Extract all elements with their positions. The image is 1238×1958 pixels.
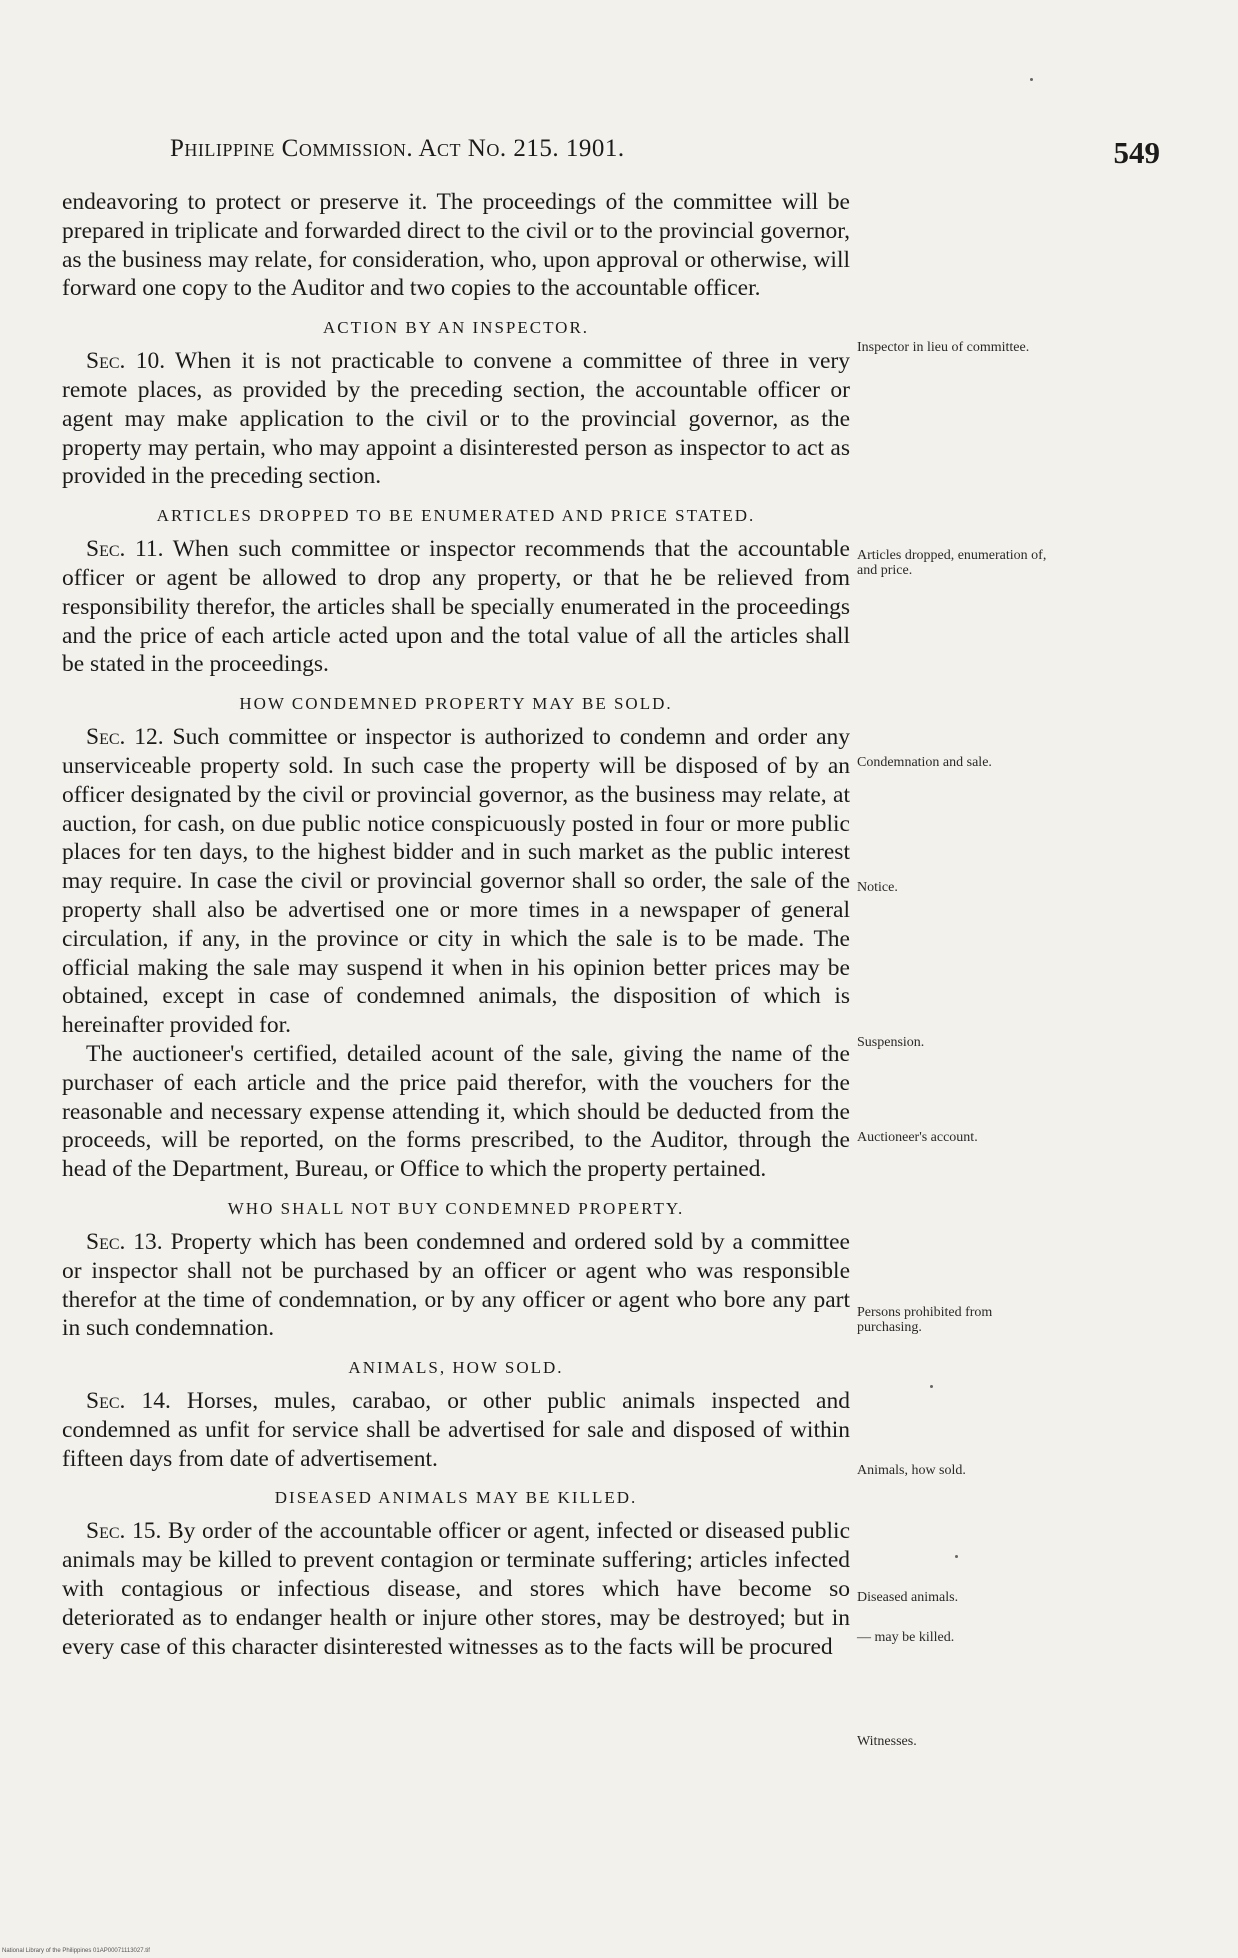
section-11: [62, 535, 850, 679]
margin-note: Witnesses.: [857, 1734, 917, 1749]
section-14: [62, 1387, 850, 1473]
section-heading-14: ANIMALS, HOW SOLD.: [348, 1358, 564, 1378]
margin-note: Diseased animals.: [857, 1590, 959, 1605]
margin-note: Persons prohibited from purchasing.: [857, 1305, 993, 1335]
page-number: 549: [1113, 135, 1160, 170]
scan-speck: [955, 1555, 958, 1558]
section-heading-10: ACTION BY AN INSPECTOR.: [322, 318, 590, 338]
margin-note: Auctioneer's account.: [857, 1130, 978, 1145]
scan-credit: National Library of the Philippines 01AP00071113027.tif: [2, 1948, 150, 1954]
section-10: [62, 347, 850, 491]
section-label: Sec. 13.: [86, 1228, 163, 1255]
section-12: [62, 723, 850, 1040]
page-header: [170, 135, 1160, 175]
section-label: Sec. 15.: [86, 1518, 162, 1545]
section-text: By order of the accountable officer or agent, infected or diseased public animals may be killed to prevent contagion or terminate suffering; articles infected with contagious or infectious disease, and stores which have become so deteriorated as to endanger health or injure other stores, may be destroyed; but in every case of this character disinterested witnesses as to the facts will be procured: [62, 1518, 851, 1660]
section-text: Horses, mules, carabao, or other public animals inspected and condemned as unfit for service shall be advertised for sale and disposed of within fifteen days from date of advertisement.: [62, 1388, 850, 1472]
scan-speck: [1030, 78, 1033, 81]
section-heading-12: HOW CONDEMNED PROPERTY MAY BE SOLD.: [239, 694, 673, 714]
section-label: Sec. 10.: [86, 348, 166, 375]
section-text: Property which has been condemned and ordered sold by a committee or inspector shall not be purchased by an officer or agent who was responsible therefor at the time of condemnation, or by any officer or agent who bore any part in such condemnation.: [62, 1228, 850, 1342]
section-13: [62, 1228, 850, 1343]
running-head: Philippine Commission. Act No. 215. 1901.: [170, 135, 625, 162]
margin-note: Articles dropped, enumeration of, and price.: [857, 548, 1047, 578]
section-15: [62, 1517, 850, 1661]
section-heading-15: DISEASED ANIMALS MAY BE KILLED.: [274, 1488, 638, 1508]
margin-note: Condemnation and sale.: [857, 755, 992, 770]
margin-note: — may be killed.: [857, 1630, 955, 1645]
margin-note: Animals, how sold.: [857, 1463, 966, 1478]
margin-note: Notice.: [857, 880, 898, 895]
section-12-continued: The auctioneer's certified, detailed acount of the sale, giving the name of the purchaser of each article and the price paid therefor, with the vouchers for the reasonable and necessary expense attending it, which should be deducted from the proceeds, will be reported, on the forms prescribed, to the Auditor, through the head of the Department, Bureau, or Office to which the property pertained.: [62, 1040, 850, 1183]
section-label: Sec. 12.: [86, 724, 164, 751]
section-label: Sec. 14.: [86, 1388, 171, 1415]
scan-speck: [930, 1385, 933, 1388]
margin-note: Suspension.: [857, 1035, 925, 1050]
section-text: When it is not practicable to convene a committee of three in very remote places, as provided by the preceding section, the accountable officer or agent may make application to the civil or to the provincial governor, as the property may pertain, who may appoint a disinterested person as inspector to act as provided in the preceding section.: [62, 348, 851, 490]
section-heading-13: WHO SHALL NOT BUY CONDEMNED PROPERTY.: [227, 1198, 685, 1218]
paragraph-continuation: endeavoring to protect or preserve it. The proceedings of the committee will be prepared in triplicate and forwarded direct to the civil or to the provincial governor, as the business may relate, for consideration, who, upon approval or otherwise, will forward one copy to the Auditor and two copies to the accountable officer.: [62, 189, 850, 302]
section-label: Sec. 11.: [86, 536, 164, 563]
section-heading-11: ARTICLES DROPPED TO BE ENUMERATED AND PRICE STATED.: [156, 506, 756, 526]
margin-note: Inspector in lieu of committee.: [857, 340, 1030, 355]
section-text: When such committee or inspector recommends that the accountable officer or agent be allowed to drop any property, or that he be relieved from responsibility therefor, the articles shall be specially enumerated in the proceedings and the price of each article acted upon and the total value of all the articles shall be stated in the proceedings.: [62, 536, 850, 678]
body-text: [62, 188, 850, 1661]
section-text: Such committee or inspector is authorized to condemn and order any unserviceable property sold. In such case the property will be disposed of by an officer designated by the civil or provincial governor, as the business may relate, at auction, for cash, on due public notice conspicuously posted in four or more public places for ten days, to the highest bidder and in such market as the public interest may require. In case the civil or provincial governor shall so order, the sale of the property shall also be advertised one or more times in a newspaper of general circulation, if any, in the province or city in which the sale is to be made. The official making the sale may suspend it when in his opinion better prices may be obtained, except in case of condemned animals, the disposition of which is hereinafter provided for.: [62, 724, 850, 1039]
